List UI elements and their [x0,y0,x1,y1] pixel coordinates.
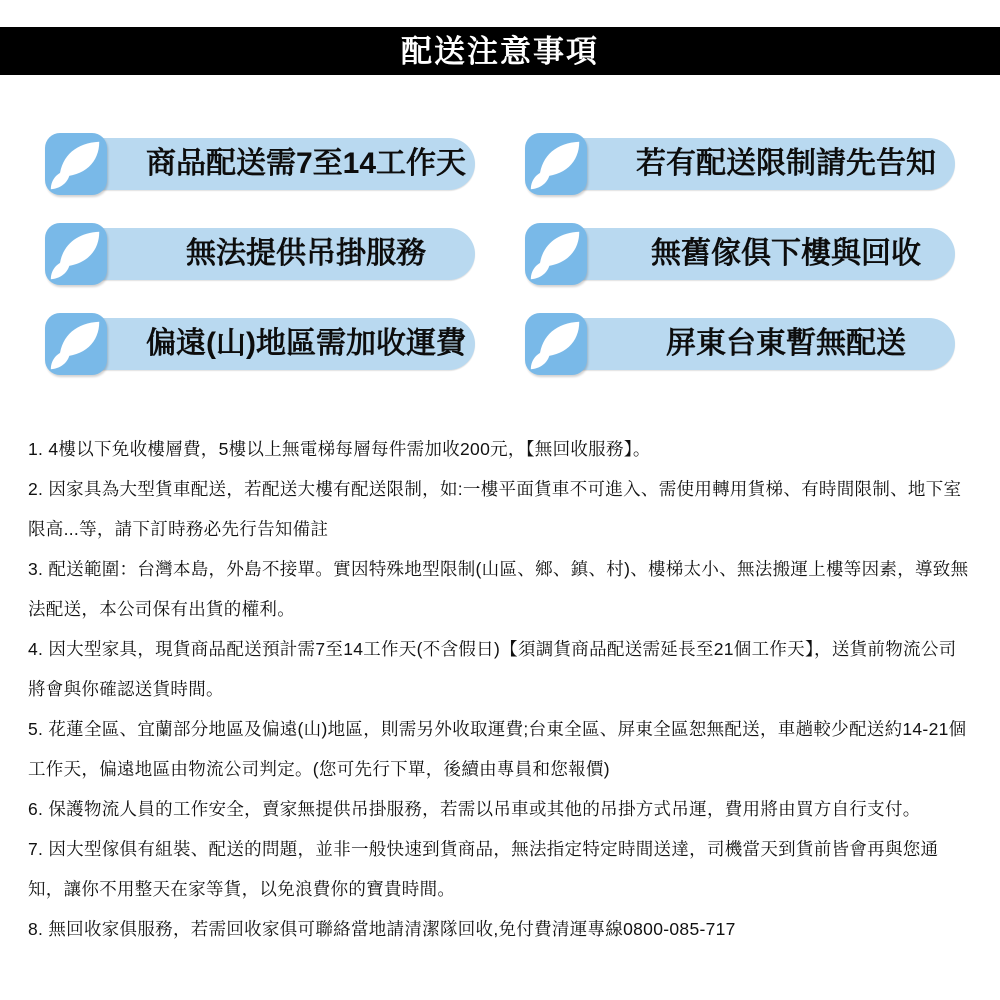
badge-no-delivery-pingtung-taitung [525,313,955,375]
page-title: 配送注意事項 [401,33,599,69]
page-header [0,27,1000,75]
badge-label: 偏遠(山)地區需加收運費 [146,327,466,360]
notes-list [28,429,972,949]
note-item-7: 7. 因大型傢俱有組裝、配送的問題，並非一般快速到貨商品，無法指定特定時間送達，司機當天到貨前皆會再與您通知，讓你不用整天在家等貨，以免浪費你的寶貴時間。 [28,839,939,899]
note-item-6: 6. 保護物流人員的工作安全，賣家無提供吊掛服務，若需以吊車或其他的吊掛方式吊運，費用將由買方自行支付。 [28,799,921,819]
badge-pill [555,138,955,190]
note-item-3: 3. 配送範圍：台灣本島，外島不接單。實因特殊地型限制(山區、鄉、鎮、村)、樓梯太小、無法搬運上樓等因素，導致無法配送，本公司保有出貨的權利。 [28,559,969,619]
badge-label: 若有配送限制請先告知 [636,147,936,180]
badge-grid [45,133,955,375]
badge-pill [555,318,955,370]
leaf-icon [45,223,107,285]
leaf-icon [45,313,107,375]
badge-delivery-time [45,133,475,195]
badge-pill [75,228,475,280]
badge-no-old-furniture-removal [525,223,955,285]
badge-pill [75,138,475,190]
badge-label: 無法提供吊掛服務 [186,237,426,270]
note-item-8: 8. 無回收家俱服務，若需回收家俱可聯絡當地請清潔隊回收,免付費清運專線0800-085-717 [28,919,736,939]
leaf-icon [525,313,587,375]
leaf-icon [525,133,587,195]
badge-no-hoisting-service [45,223,475,285]
badge-label: 商品配送需7至14工作天 [145,147,467,180]
badge-remote-area-fee [45,313,475,375]
note-item-1: 1. 4樓以下免收樓層費，5樓以上無電梯每層每件需加收200元，【無回收服務】。 [28,439,651,459]
badge-label: 屏東台東暫無配送 [666,327,906,360]
note-item-4: 4. 因大型家具，現貨商品配送預計需7至14工作天(不含假日)【須調貨商品配送需延長至21個工作天】，送貨前物流公司將會與你確認送貨時間。 [28,639,957,699]
note-item-2: 2. 因家具為大型貨車配送，若配送大樓有配送限制，如:一樓平面貨車不可進入、需使用轉用貨梯、有時間限制、地下室限高...等，請下訂時務必先行告知備註 [28,479,962,539]
badge-delivery-restriction [525,133,955,195]
note-item-5: 5. 花蓮全區、宜蘭部分地區及偏遠(山)地區，則需另外收取運費;台東全區、屏東全區恕無配送，車趟較少配送約14-21個工作天，偏遠地區由物流公司判定。(您可先行下單，後續由專員和您報價) [28,719,967,779]
badge-pill [555,228,955,280]
badge-label: 無舊傢俱下樓與回收 [651,237,921,270]
badge-pill [75,318,475,370]
leaf-icon [525,223,587,285]
leaf-icon [45,133,107,195]
